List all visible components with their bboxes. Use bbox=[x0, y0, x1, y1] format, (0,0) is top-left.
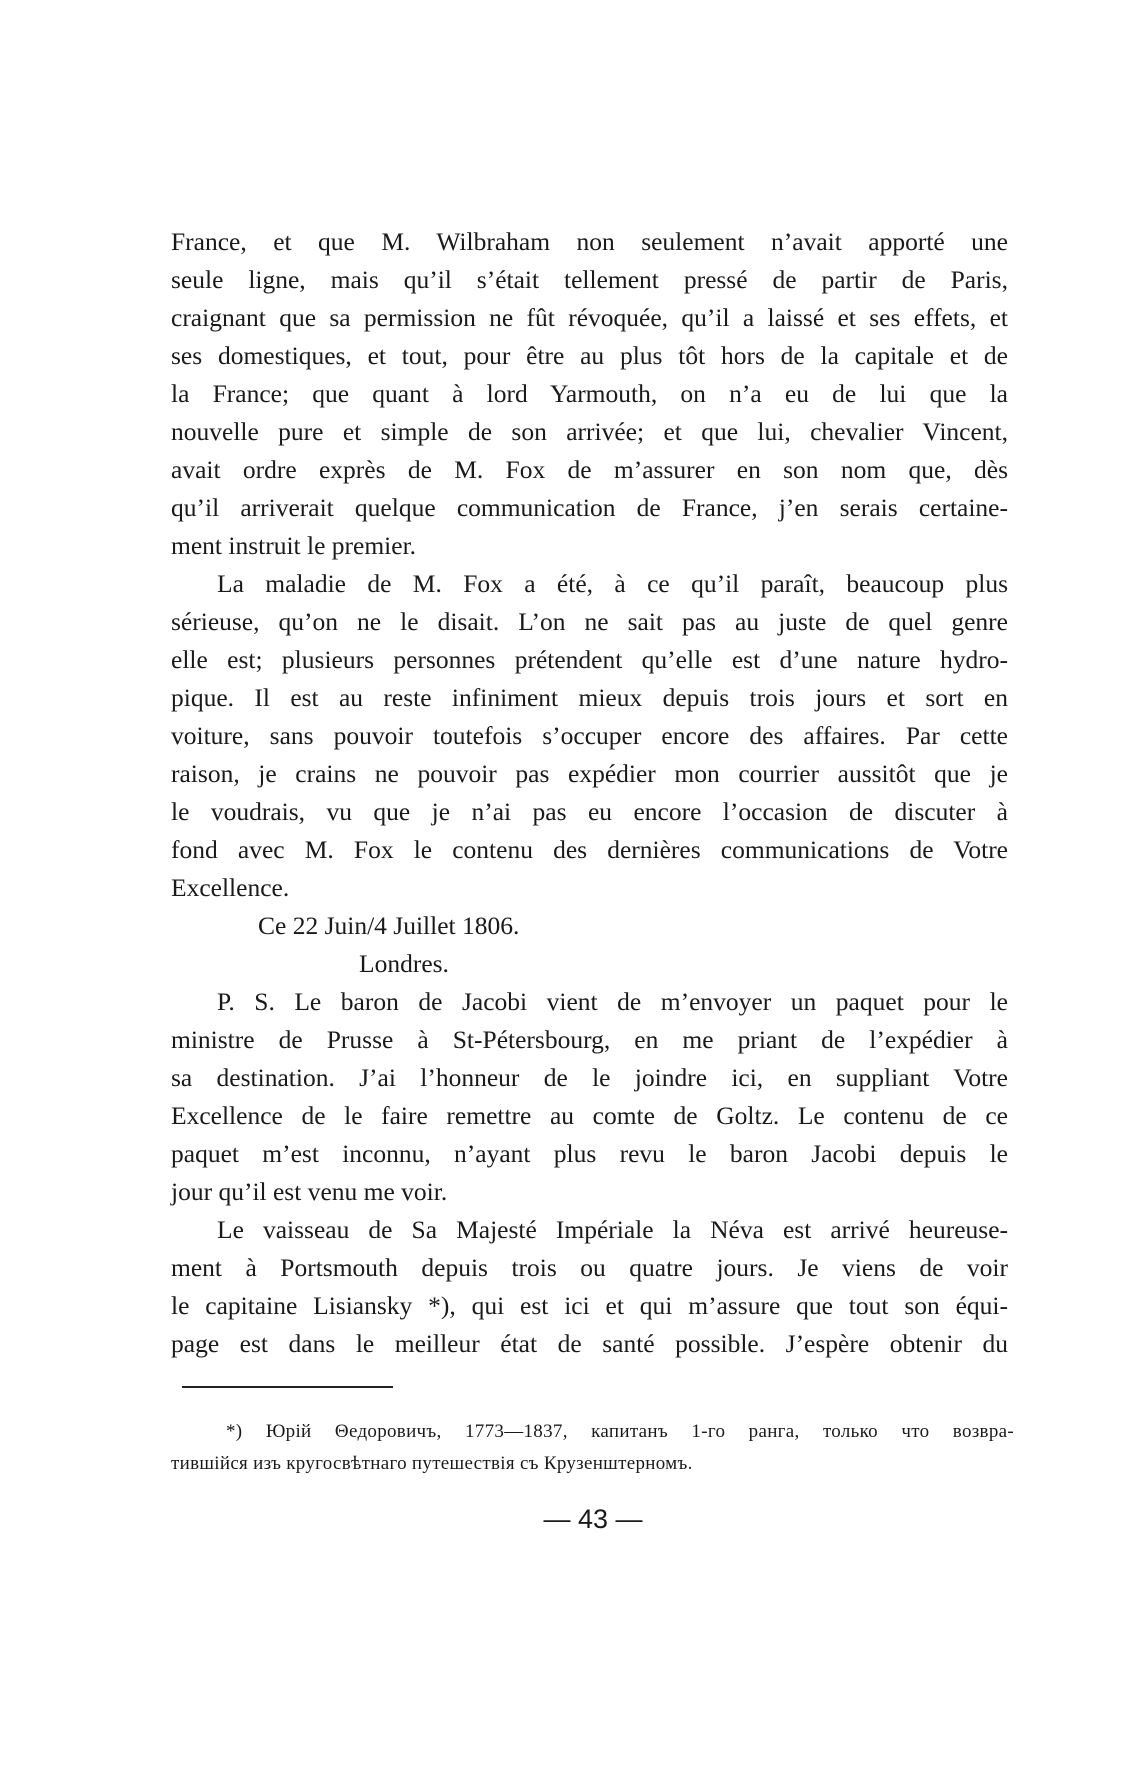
text-line: ment à Portsmouth depuis trois ou quatre jours. Je viens de voir bbox=[171, 1253, 1008, 1282]
text-line: France, et que M. Wilbraham non seulement n’avait apporté une bbox=[171, 227, 1008, 256]
text-line: qu’il arriverait quelque communication de France, j’en serais certaine- bbox=[171, 493, 1008, 522]
footnote-rule bbox=[182, 1386, 393, 1388]
text-line: Le vaisseau de Sa Majesté Impériale la Néva est arrivé heureuse- bbox=[217, 1215, 1008, 1244]
text-line: ment instruit le premier. bbox=[171, 531, 417, 560]
text-line: le capitaine Lisiansky *), qui est ici et qui m’assure que tout son équi- bbox=[171, 1291, 1008, 1320]
text-line: craignant que sa permission ne fût révoquée, qu’il a laissé et ses effets, et bbox=[171, 303, 1008, 332]
text-line: paquet m’est inconnu, n’ayant plus revu le baron Jacobi depuis le bbox=[171, 1139, 1008, 1168]
text-line: la France; que quant à lord Yarmouth, on n’a eu de lui que la bbox=[171, 379, 1008, 408]
text-line: page est dans le meilleur état de santé possible. J’espère obtenir du bbox=[171, 1329, 1008, 1358]
text-line: ses domestiques, et tout, pour être au plus tôt hors de la capitale et de bbox=[171, 341, 1008, 370]
body-text bbox=[171, 223, 1008, 1363]
text-line: elle est; plusieurs personnes prétendent qu’elle est d’une nature hydro- bbox=[171, 645, 1008, 674]
text-line: jour qu’il est venu me voir. bbox=[171, 1177, 448, 1206]
text-line: Ce 22 Juin/4 Juillet 1806. bbox=[258, 911, 520, 940]
footnote-line: *) Юрій Θедоровичъ, 1773—1837, капитанъ 1-го ранга, только что возвра- bbox=[226, 1421, 1014, 1442]
text-line: nouvelle pure et simple de son arrivée; et que lui, chevalier Vincent, bbox=[171, 417, 1008, 446]
text-line: pique. Il est au reste infiniment mieux depuis trois jours et sort en bbox=[171, 683, 1008, 712]
text-line: fond avec M. Fox le contenu des dernières communications de Votre bbox=[171, 835, 1008, 864]
text-line: raison, je crains ne pouvoir pas expédier mon courrier aussitôt que je bbox=[171, 759, 1008, 788]
text-line: Londres. bbox=[359, 949, 449, 978]
text-line: Excellence de le faire remettre au comte de Goltz. Le contenu de ce bbox=[171, 1101, 1008, 1130]
text-line: sérieuse, qu’on ne le disait. L’on ne sait pas au juste de quel genre bbox=[171, 607, 1008, 636]
text-line: sa destination. J’ai l’honneur de le joindre ici, en suppliant Votre bbox=[171, 1063, 1008, 1092]
page-number: — 43 — bbox=[543, 1504, 643, 1534]
text-line: le voudrais, vu que je n’ai pas eu encore l’occasion de discuter à bbox=[171, 797, 1008, 826]
text-line: seule ligne, mais qu’il s’était tellement pressé de partir de Paris, bbox=[171, 265, 1008, 294]
text-line: avait ordre exprès de M. Fox de m’assurer en son nom que, dès bbox=[171, 455, 1008, 484]
text-line: La maladie de M. Fox a été, à ce qu’il paraît, beaucoup plus bbox=[217, 569, 1008, 598]
text-line: voiture, sans pouvoir toutefois s’occuper encore des affaires. Par cette bbox=[171, 721, 1008, 750]
footnote bbox=[171, 1416, 1014, 1480]
text-line: Excellence. bbox=[171, 873, 290, 902]
footnote-line: тившійся изъ кругосвѣтнаго путешествія съ Крузенштерномъ. bbox=[171, 1453, 693, 1474]
text-line: ministre de Prusse à St-Pétersbourg, en me priant de l’expédier à bbox=[171, 1025, 1008, 1054]
text-line: P. S. Le baron de Jacobi vient de m’envoyer un paquet pour le bbox=[217, 987, 1008, 1016]
